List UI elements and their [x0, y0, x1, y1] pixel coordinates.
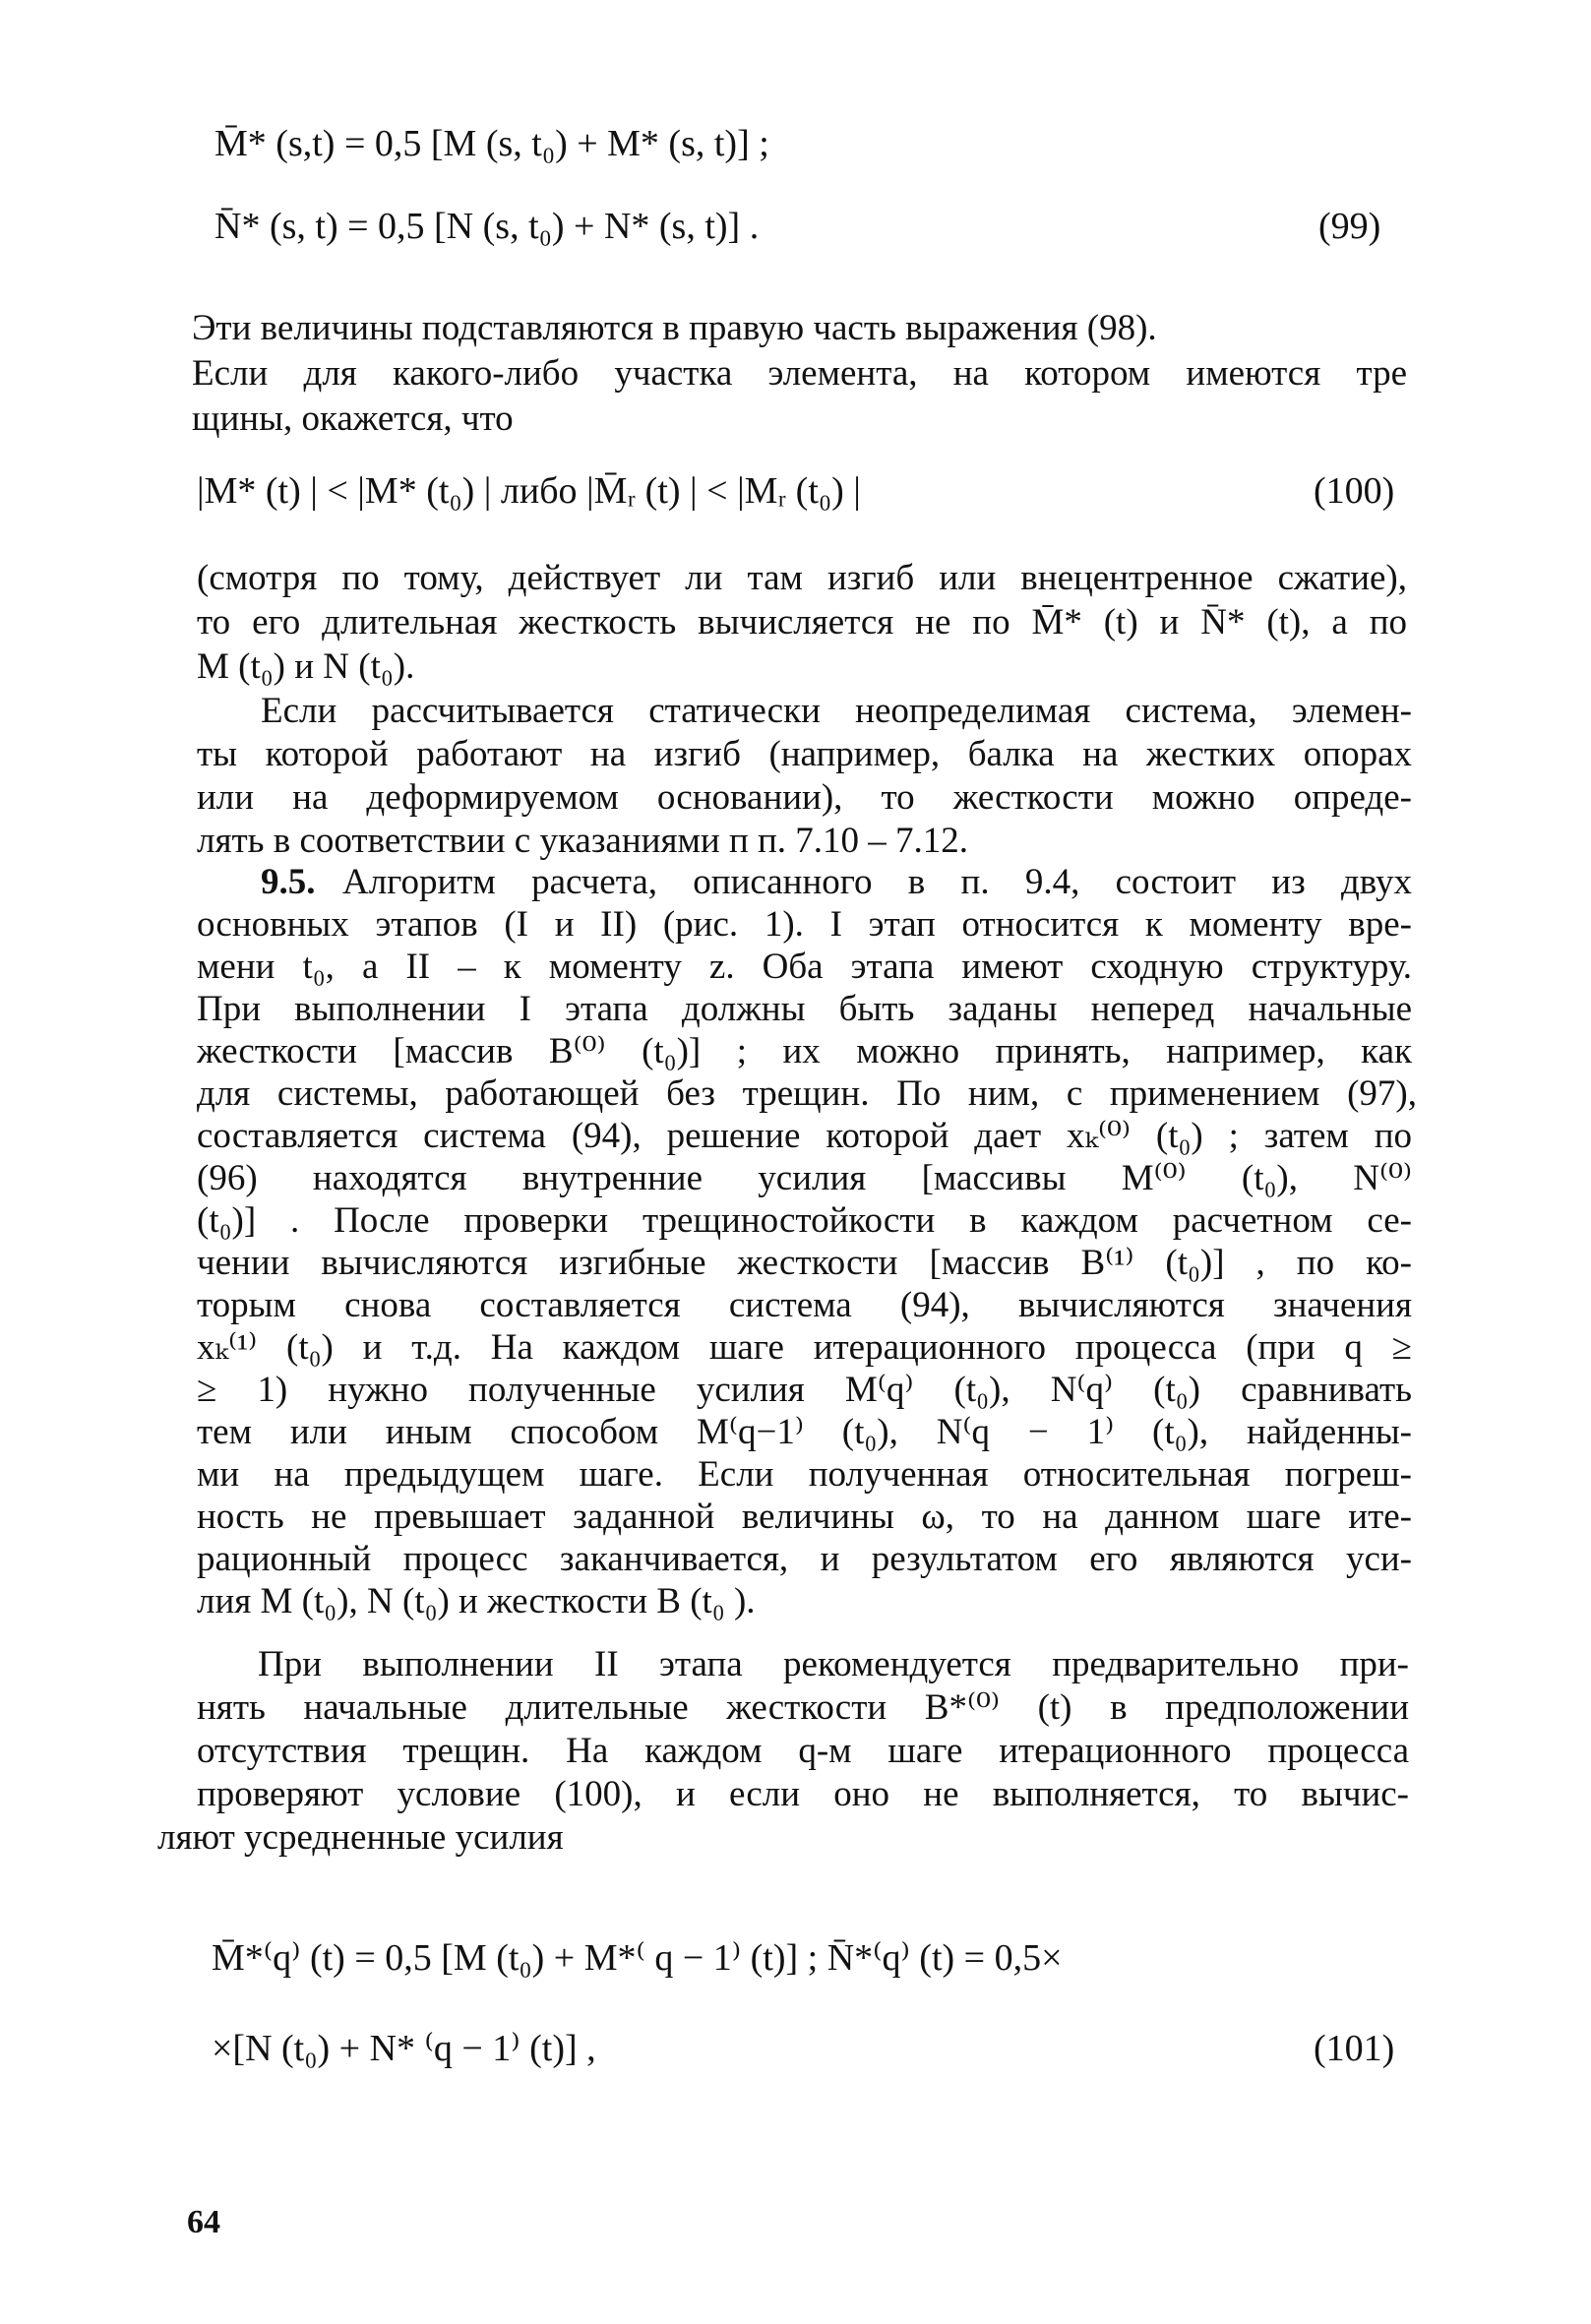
paragraph-4-line-13: ≥ 1) нужно полученные усилия M⁽q⁾ (t₀), N⁽q⁾ (t₀) сравнивать [197, 1370, 1412, 1410]
paragraph-4-line-4: При выполнении I этапа должны быть заданы неперед начальные [197, 989, 1412, 1029]
paragraph-4-line-14: тем или иным способом M⁽q−1⁾ (t₀), N⁽q − 1⁾ (t₀), найденны- [197, 1412, 1412, 1452]
equation-101-line-2: ×[N (t₀) + N* ⁽q − 1⁾ (t)] , [212, 2028, 596, 2069]
equation-101-number: (101) [1314, 2028, 1395, 2069]
paragraph-4-line-17: рационный процесс заканчивается, и результатом его являются уси- [197, 1539, 1412, 1579]
paragraph-3-line-3: или на деформируемом основании), то жесткости можно опреде- [197, 777, 1412, 818]
paragraph-4-line-1: Алгоритм расчета, описанного в п. 9.4, состоит из двух [342, 862, 1412, 902]
paragraph-3-line-2: ты которой работают на изгиб (например, балка на жестких опорах [197, 734, 1412, 774]
paragraph-4-line-7: составляется система (94), решение которой дает xₖ⁽⁰⁾ (t₀) ; затем по [197, 1116, 1412, 1156]
equation-99-line-1: M̄* (s,t) = 0,5 [M (s, t₀) + M* (s, t)] ; [214, 123, 769, 164]
section-number: 9.5. [261, 862, 316, 902]
paragraph-5-line-5: ляют усредненные усилия [157, 1817, 564, 1858]
paragraph-4-line-15: ми на предыдущем шаге. Если полученная относительная погреш- [197, 1454, 1412, 1495]
equation-99-number: (99) [1318, 206, 1381, 247]
paragraph-4-line-11: торым снова составляется система (94), вычисляются значения [197, 1285, 1412, 1325]
paragraph-4-line-16: ность не превышает заданной величины ω, то на данном шаге ите- [197, 1497, 1412, 1537]
paragraph-5-line-4: проверяют условие (100), и если оно не выполняется, то вычис- [197, 1774, 1409, 1814]
equation-100-number: (100) [1314, 470, 1395, 512]
paragraph-4-line-9: (t₀)] . После проверки трещиностойкости в каждом расчетном се- [197, 1200, 1412, 1241]
paragraph-4-line-5: жесткости [массив B⁽⁰⁾ (t₀)] ; их можно принять, например, как [197, 1031, 1412, 1071]
paragraph-3-line-4: лять в соответствии с указаниями п п. 7.10 – 7.12. [197, 821, 969, 861]
paragraph-4-line-8: (96) находятся внутренние усилия [массивы M⁽⁰⁾ (t₀), N⁽⁰⁾ [197, 1158, 1412, 1198]
page-number: 64 [187, 2204, 220, 2240]
paragraph-5-line-1: При выполнении II этапа рекомендуется предварительно при- [258, 1644, 1409, 1684]
paragraph-3-line-1: Если рассчитывается статически неопределимая система, элемен- [261, 691, 1412, 731]
paragraph-4-line-10: чении вычисляются изгибные жесткости [массив B⁽¹⁾ (t₀)] , по ко- [197, 1243, 1412, 1283]
paragraph-5-line-3: отсутствия трещин. На каждом q-м шаге итерационного процесса [197, 1731, 1409, 1771]
paragraph-4-line-3: мени t₀, а II – к моменту z. Оба этапа имеют сходную структуру. [197, 947, 1412, 987]
paragraph-2-line-3: M (t₀) и N (t₀). [197, 646, 415, 687]
paragraph-5-line-2: нять начальные длительные жесткости B*⁽⁰⁾ (t) в предположении [197, 1687, 1409, 1728]
paragraph-1-line-2: Если для какого-либо участка элемента, на котором имеются тре [192, 353, 1407, 394]
paragraph-4-line-18: лия M (t₀), N (t₀) и жесткости B (t₀ ). [197, 1581, 756, 1621]
equation-100: |M* (t) | < |M* (t₀) | либо |M̄ᵣ (t) | < |Mᵣ (t₀) | [197, 470, 861, 512]
paragraph-4-line-12: xₖ⁽¹⁾ (t₀) и т.д. На каждом шаге итерационного процесса (при q ≥ [197, 1327, 1412, 1368]
paragraph-2-line-2: то его длительная жесткость вычисляется не по M̄* (t) и N̄* (t), а по [197, 602, 1407, 642]
equation-99-line-2: N̄* (s, t) = 0,5 [N (s, t₀) + N* (s, t)] . [214, 206, 760, 247]
paragraph-1-line-1: Эти величины подставляются в правую часть выражения (98). [192, 308, 1157, 348]
paragraph-1-line-3: щины, окажется, что [192, 398, 514, 439]
paragraph-2-line-1: (смотря по тому, действует ли там изгиб или внецентренное сжатие), [197, 558, 1407, 598]
equation-101-line-1: M̄*⁽q⁾ (t) = 0,5 [M (t₀) + M*⁽ q − 1⁾ (t)] ; N̄*⁽q⁾ (t) = 0,5× [212, 1937, 1063, 1979]
paragraph-4-line-2: основных этапов (I и II) (рис. 1). I этап относится к моменту вре- [197, 904, 1412, 945]
paragraph-4-line-6: для системы, работающей без трещин. По ним, с применением (97), [197, 1073, 1417, 1114]
